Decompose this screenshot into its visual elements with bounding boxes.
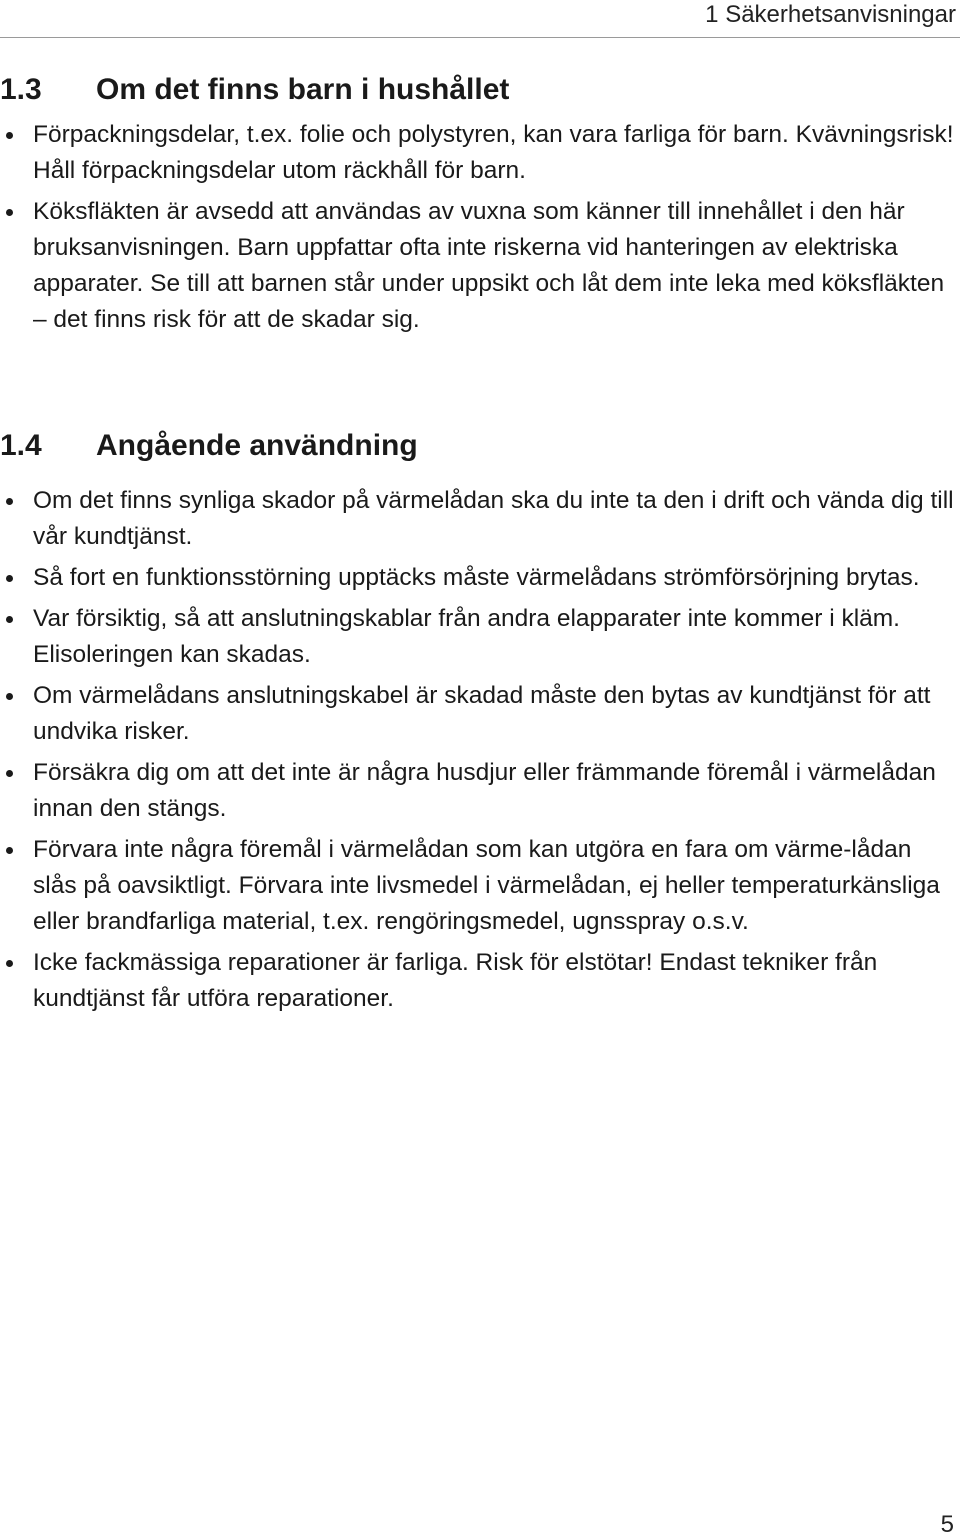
bullet-icon xyxy=(6,847,13,854)
section-heading xyxy=(0,426,960,466)
list-item xyxy=(0,560,960,596)
bullet-icon xyxy=(6,770,13,777)
list-item-text: Så fort en funktionsstörning upptäcks måste värmelådans strömförsörjning brytas. xyxy=(33,564,920,591)
list-item-text: Var försiktig, så att anslutningskablar från andra elapparater inte kommer i kläm. Elisoleringen kan skadas. xyxy=(33,605,900,668)
section-number: 1.3 xyxy=(0,73,42,106)
list-item-text: Köksfläkten är avsedd att användas av vuxna som känner till innehållet i den här bruksanvisningen. Barn uppfattar ofta inte riskerna vid hanteringen av elektriska apparater. Se till att barnen står under uppsikt och låt dem inte leka med köksfläkten – det finns risk för att de skadar sig. xyxy=(33,198,945,333)
section-usage xyxy=(0,426,960,1022)
running-header: 1 Säkerhetsanvisningar xyxy=(705,1,956,28)
header-divider xyxy=(0,37,960,38)
list-item-text: Om det finns synliga skador på värmelådan ska du inte ta den i drift och vända dig till vår kundtjänst. xyxy=(33,487,954,550)
list-item xyxy=(0,945,960,1017)
bullet-icon xyxy=(6,575,13,582)
list-item-text: Förpackningsdelar, t.ex. folie och polystyren, kan vara farliga för barn. Kvävningsrisk! Håll förpackningsdelar utom räckhåll för barn. xyxy=(33,121,954,184)
section-heading xyxy=(0,70,960,110)
bullet-list xyxy=(0,483,960,1017)
bullet-icon xyxy=(6,498,13,505)
list-item-text: Förvara inte några föremål i värmelådan som kan utgöra en fara om värme-lådan slås på oavsiktligt. Förvara inte livsmedel i värmelådan, ej heller temperaturkänsliga eller brandfarliga material, t.ex. rengöringsmedel, ugnsspray o.s.v. xyxy=(33,836,940,935)
list-item xyxy=(0,117,960,189)
list-item xyxy=(0,194,960,338)
list-item xyxy=(0,601,960,673)
list-item xyxy=(0,678,960,750)
section-number: 1.4 xyxy=(0,429,42,462)
bullet-icon xyxy=(6,209,13,216)
list-item-text: Försäkra dig om att det inte är några husdjur eller främmande föremål i värmelådan innan den stängs. xyxy=(33,759,936,822)
list-item-text: Icke fackmässiga reparationer är farliga. Risk för elstötar! Endast tekniker från kundtjänst får utföra reparationer. xyxy=(33,949,878,1012)
section-title: Angående användning xyxy=(96,429,418,462)
list-item xyxy=(0,755,960,827)
bullet-icon xyxy=(6,960,13,967)
list-item xyxy=(0,483,960,555)
page-number: 5 xyxy=(940,1511,954,1538)
bullet-icon xyxy=(6,132,13,139)
bullet-icon xyxy=(6,616,13,623)
bullet-list xyxy=(0,117,960,338)
bullet-icon xyxy=(6,693,13,700)
section-title: Om det finns barn i hushållet xyxy=(96,73,510,106)
list-item xyxy=(0,832,960,940)
section-children-in-household xyxy=(0,70,960,343)
list-item-text: Om värmelådans anslutningskabel är skadad måste den bytas av kundtjänst för att undvika risker. xyxy=(33,682,931,745)
